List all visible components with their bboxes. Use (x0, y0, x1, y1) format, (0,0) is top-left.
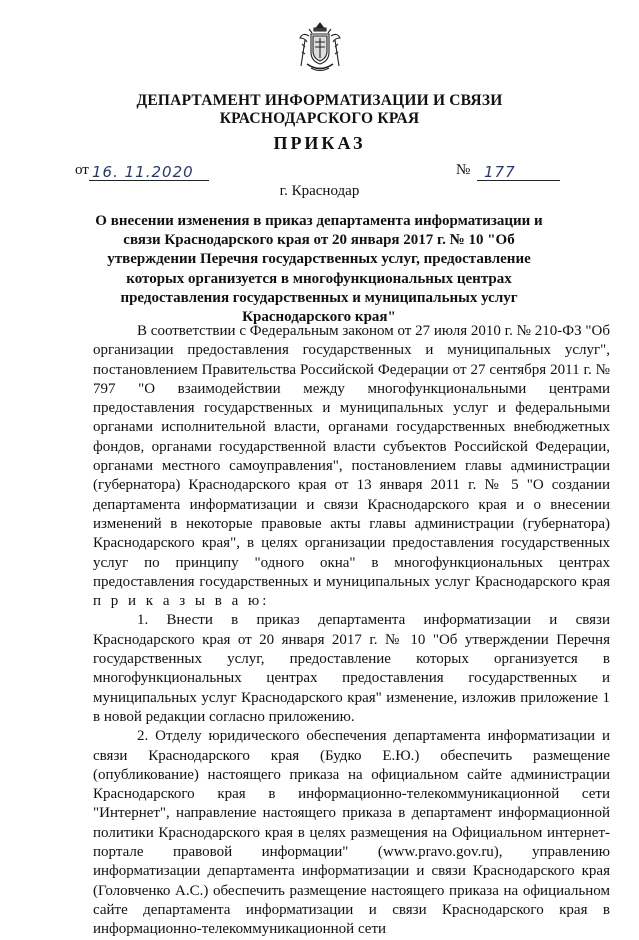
department-name-line1: ДЕПАРТАМЕНТ ИНФОРМАТИЗАЦИИ И СВЯЗИ (136, 92, 503, 109)
date-prefix: от (75, 162, 89, 178)
paragraph-preamble (93, 322, 610, 611)
department-name-line2: КРАСНОДАРСКОГО КРАЯ (219, 110, 420, 127)
date-value: 16. 11.2020 (92, 163, 194, 181)
city: г. Краснодар (279, 183, 360, 199)
document-type: ПРИКАЗ (273, 133, 366, 153)
preamble-text: В соответствии с Федеральным законом от 27 июля 2010 г. № 210-ФЗ "Об организации предоставления государственных и муниципальных услуг", постановлением Правительства Российской Федерации от 27 сентября 2011 г. № 797 "О взаимодействии между многофункциональными центрами предоставления государственных и муниципальных услуг и федеральными органами исполнительной власти, органами государственных внебюджетных фондов, органами государственной власти субъектов Российской Федерации, органами местного самоуправления", постановлением главы администрации (губернатора) Краснодарского края от 13 января 2011 г. № 5 "О создании департамента информатизации и связи Краснодарского края и о внесении изменений в некоторые правовые акты главы администрации (губернатора) Краснодарского края", в целях организации предоставления государственных услуг по принципу "одного окна" в многофункциональных центрах предоставления государственных и муниципальных услуг Краснодарского края (93, 323, 610, 590)
paragraph-item-2: 2. Отделу юридического обеспечения департамента информатизации и связи Краснодарского края (Будко Е.Ю.) обеспечить размещение (опубликование) настоящего приказа на официальном сайте администрации Краснодарского края в информационно-телекоммуникационной сети "Интернет", направление настоящего приказа в департамент информационной политики Краснодарского края в целях размещения на Официальном интернет-портале правовой информации" (www.pravo.gov.ru), управлению информатизации департамента информатизации и связи Краснодарского края (Головченко А.С.) обеспечить размещение настоящего приказа на официальном сайте департамента информатизации и связи Краснодарского края в информационно-телекоммуникационной сети (93, 728, 610, 938)
number-prefix: № (456, 162, 471, 178)
coat-of-arms-icon (297, 20, 343, 76)
order-word: п р и к а з ы в а ю: (93, 593, 270, 610)
document-title: О внесении изменения в приказ департамента информатизации и связи Краснодарского края от 20 января 2017 г. № 10 "Об утверждении Перечня государственных услуг, предоставление которых организуется в многофункциональных центрах предоставления государственных и муниципальных услуг Краснодарского края" (95, 213, 543, 326)
paragraph-item-1: 1. Внести в приказ департамента информатизации и связи Краснодарского края от 20 января 2017 г. № 10 "Об утверждении Перечня государственных услуг, предоставление которых организуется в многофункциональных центрах предоставления государственных и муниципальных услуг Краснодарского края" изменение, изложив приложение 1 в новой редакции согласно приложению. (93, 612, 610, 725)
document-body (93, 322, 610, 940)
number-value: 177 (484, 163, 516, 181)
